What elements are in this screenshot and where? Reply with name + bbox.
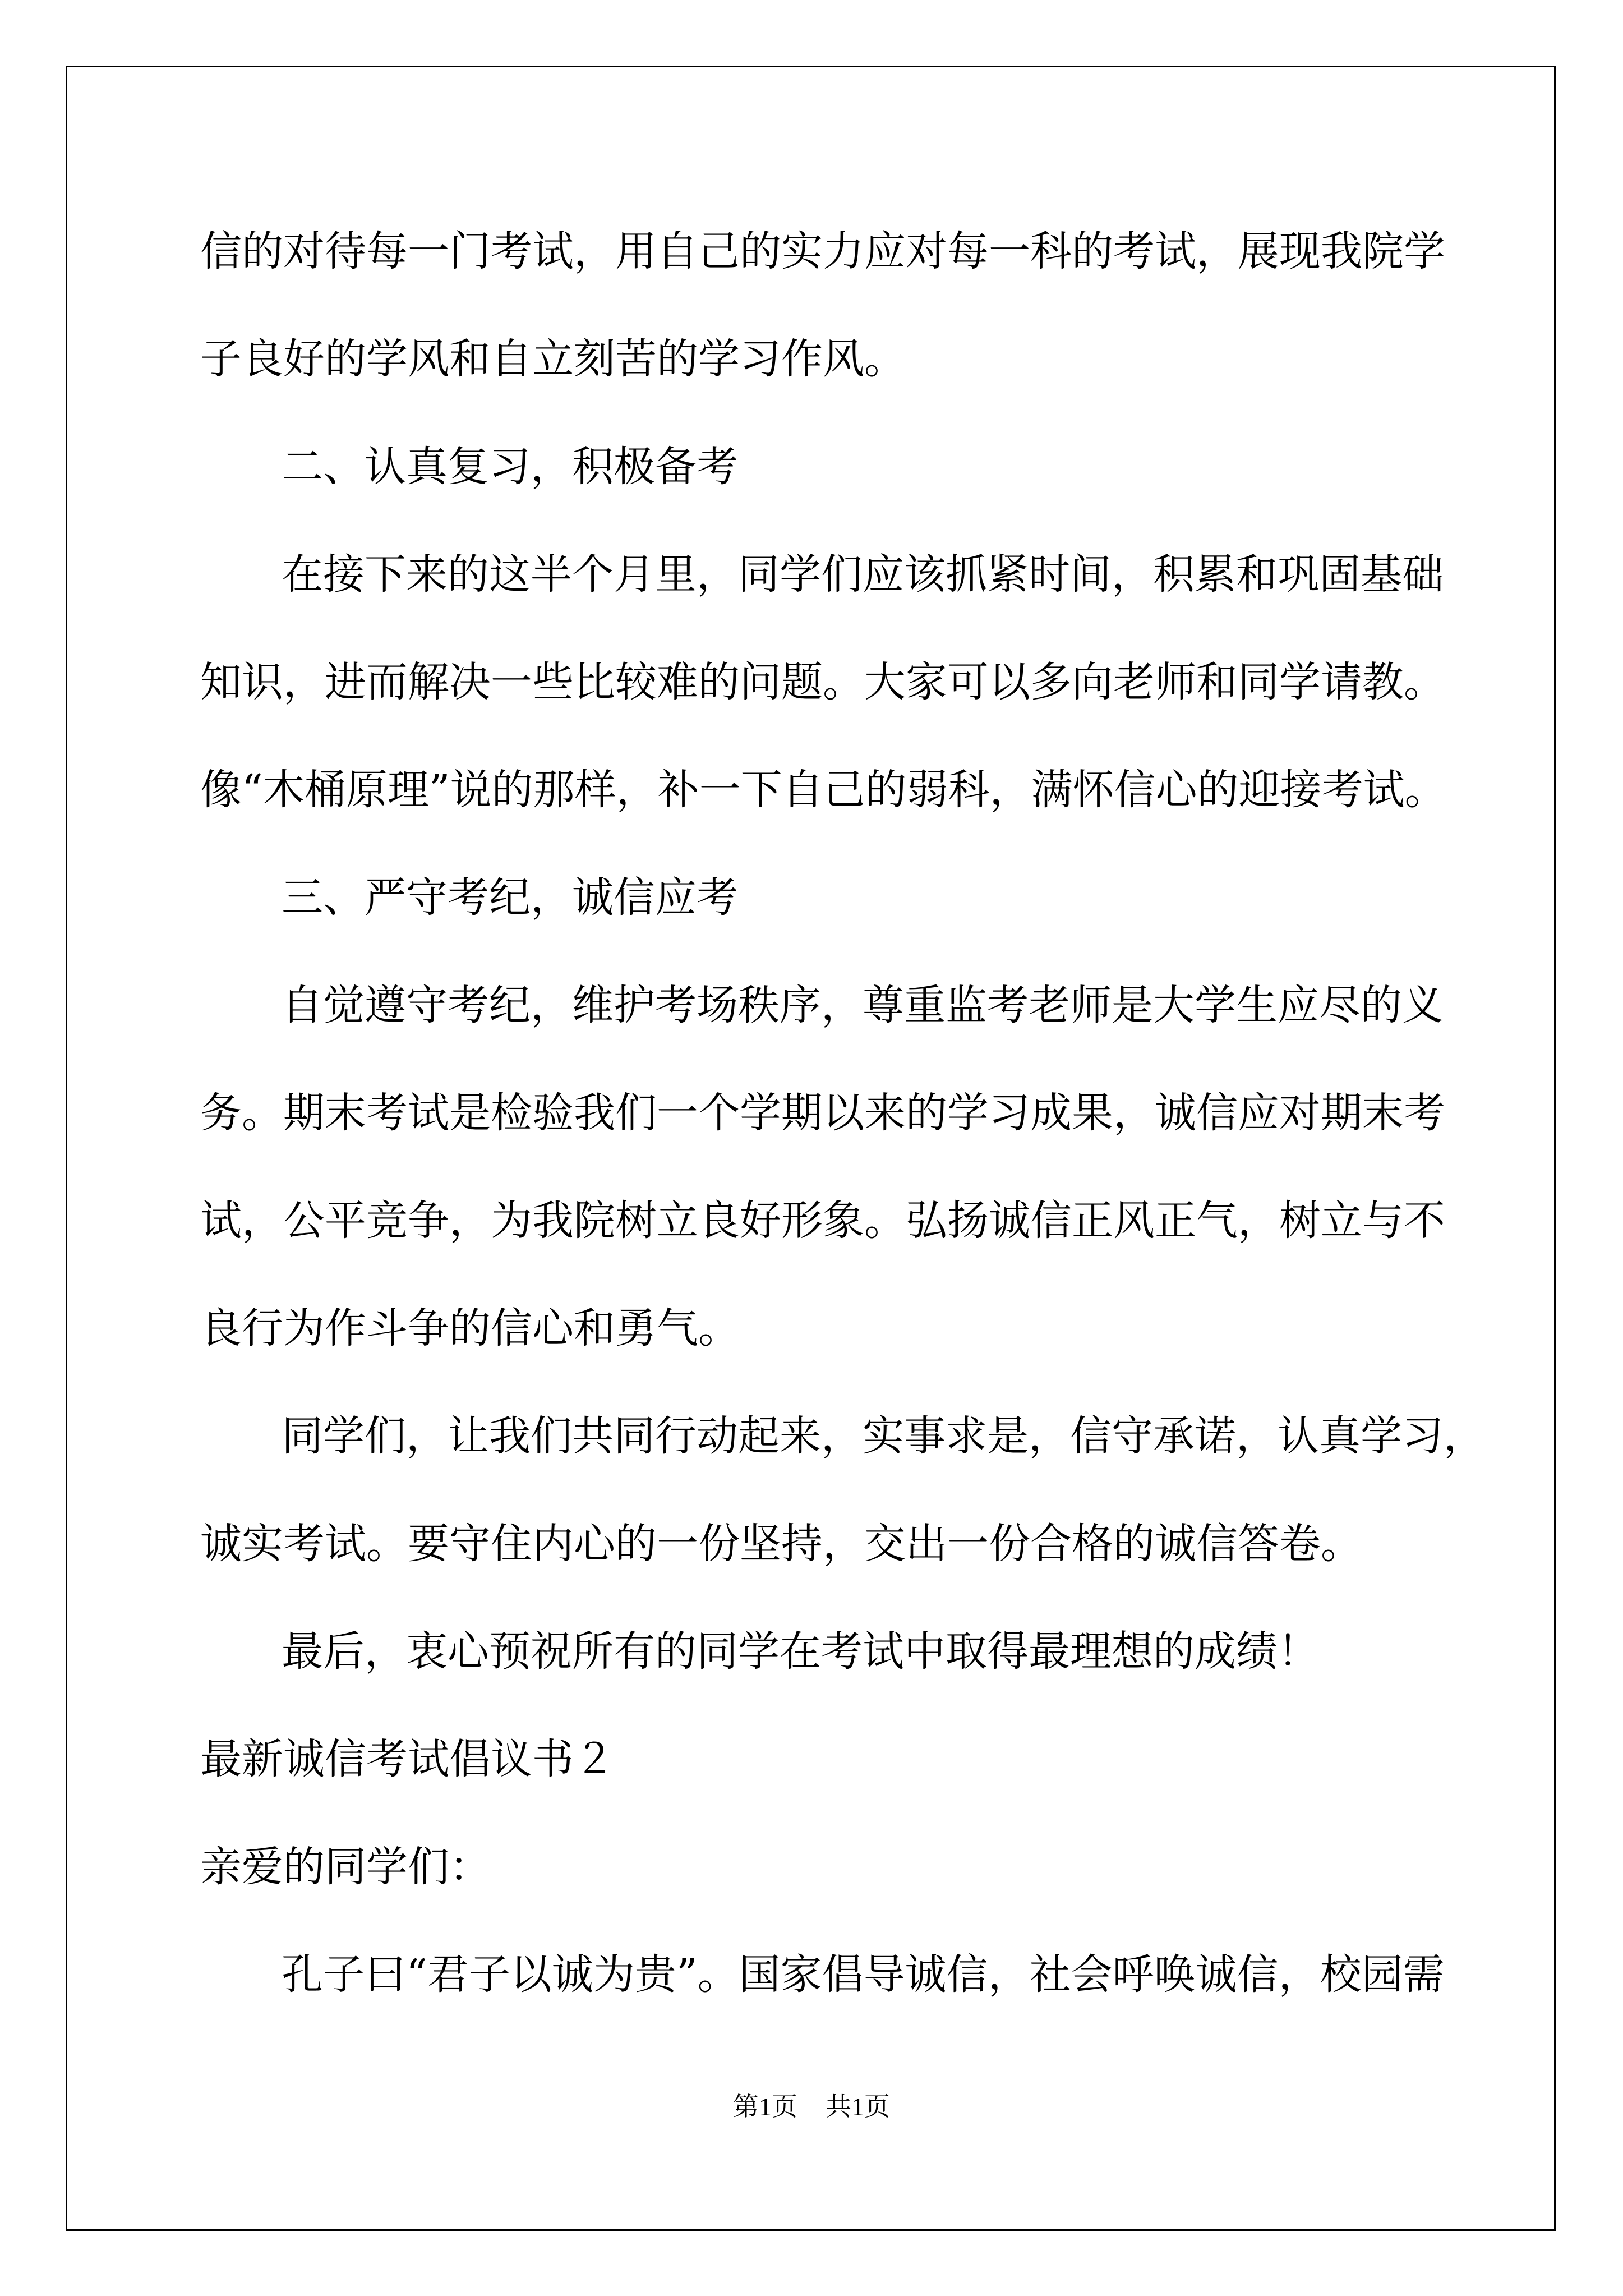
section-heading: 二、认真复习，积极备考 [282, 443, 738, 491]
body-line: 同学们，让我们共同行动起来，实事求是，信守承诺，认真学习， [282, 1412, 1485, 1460]
body-line: 知识，进而解决一些比较难的问题。大家可以多向老师和同学请教。 [200, 658, 1445, 706]
body-line: 信的对待每一门考试，用自己的实力应对每一科的考试，展现我院学 [200, 227, 1445, 275]
body-line: 最后，衷心预祝所有的同学在考试中取得最理想的成绩！ [282, 1627, 1319, 1676]
body-line: 务。期末考试是检验我们一个学期以来的学习成果，诚信应对期末考 [200, 1089, 1445, 1137]
page-number-current: 第1页 [733, 2092, 797, 2121]
document-title: 最新诚信考试倡议书２ [200, 1735, 615, 1783]
body-line: 孔子曰“君子以诚为贵”。国家倡导诚信，社会呼唤诚信，校园需 [282, 1950, 1445, 1999]
body-line: 像“木桶原理”说的那样，补一下自己的弱科，满怀信心的迎接考试。 [200, 766, 1446, 814]
page-footer [0, 2094, 1623, 2120]
body-line: 子良好的学风和自立刻苦的学习作风。 [200, 335, 906, 383]
body-line: 诚实考试。要守住内心的一份坚持，交出一份合格的诚信答卷。 [200, 1520, 1362, 1568]
body-line: 良行为作斗争的信心和勇气。 [200, 1304, 740, 1352]
page-border [66, 66, 1556, 2231]
body-line: 在接下来的这半个月里，同学们应该抓紧时间，积累和巩固基础 [282, 550, 1444, 599]
section-heading: 三、严守考纪，诚信应考 [282, 873, 738, 922]
page-number-total: 共1页 [826, 2092, 890, 2121]
body-line: 自觉遵守考纪，维护考场秩序，尊重监考老师是大学生应尽的义 [282, 981, 1444, 1029]
salutation: 亲爱的同学们： [200, 1843, 491, 1891]
body-line: 试，公平竞争，为我院树立良好形象。弘扬诚信正风正气，树立与不 [200, 1197, 1445, 1245]
